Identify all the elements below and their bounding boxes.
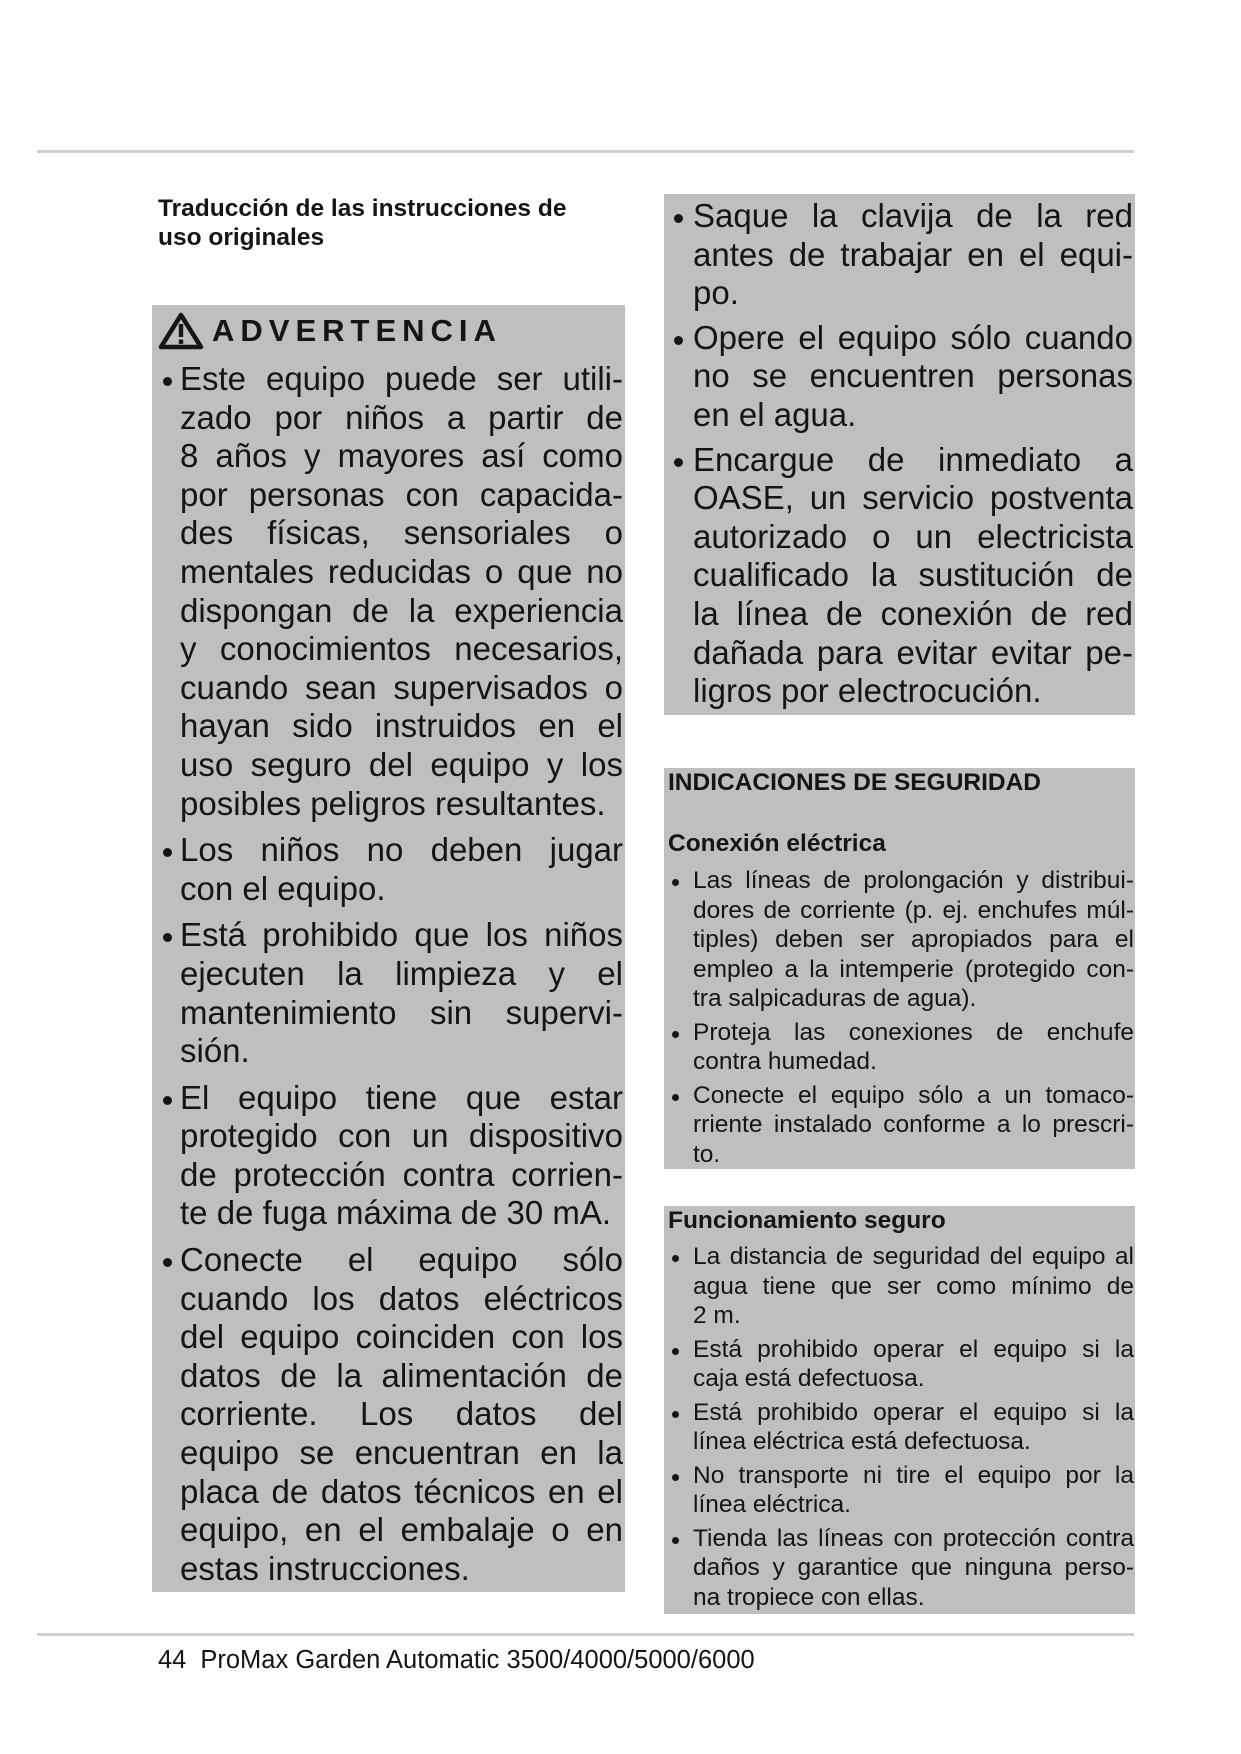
list-item [664, 319, 1135, 435]
text-line: No transporte ni tire el equipo por la [693, 1461, 1134, 1489]
bullet-icon [672, 1031, 679, 1038]
document-title-line: uso originales [158, 223, 325, 251]
text-line: en el agua. [693, 395, 857, 433]
text-line: Proteja las conexiones de enchufe [693, 1018, 1134, 1046]
text-line: rriente instalado conforme a lo prescri- [693, 1111, 1134, 1138]
text-line: tra salpicaduras de agua). [693, 985, 977, 1012]
text-line: te de fuga máxima de 30 mA. [180, 1194, 612, 1232]
notice-box [664, 194, 1135, 715]
text-line: 2 m. [693, 1302, 741, 1329]
text-line: con el equipo. [180, 869, 386, 907]
text-line: de protección contra corrien- [180, 1155, 623, 1193]
text-line: equipo se encuentran en la [180, 1434, 623, 1472]
text-line: to. [693, 1140, 721, 1168]
text-line: zado por niños a partir de [180, 398, 623, 436]
text-line: corriente. Los datos del [180, 1395, 623, 1433]
list-item [664, 1461, 1135, 1520]
text-line: OASE, un servicio postventa [693, 479, 1133, 517]
text-line: Está prohibido que los niños [180, 916, 623, 954]
text-line: tiples) deben ser apropiados para el [693, 926, 1134, 953]
bullet-icon [674, 214, 683, 223]
text-line: ligros por electrocución. [693, 672, 1042, 710]
text-line: Opere el equipo sólo cuando [693, 318, 1133, 356]
text-line: daños y garantice que ninguna perso- [693, 1554, 1134, 1581]
text-line: mantenimiento sin supervi- [180, 993, 623, 1031]
text-line: hayan sido instruidos en el [180, 707, 623, 745]
warning-title: ADVERTENCIA [212, 313, 502, 348]
text-line: caja está defectuosa. [693, 1365, 925, 1392]
text-line: no se encuentren personas [693, 357, 1133, 395]
bottom-rule [37, 1633, 1134, 1636]
list-item [664, 1018, 1135, 1077]
list-item [664, 197, 1135, 313]
text-line: po. [693, 274, 739, 312]
bullet-icon [674, 458, 683, 467]
list-item [152, 831, 625, 908]
text-line: línea eléctrica está defectuosa. [693, 1428, 1031, 1455]
text-line: Encargue de inmediato a [693, 440, 1133, 478]
text-line: dores de corriente (p. ej. enchufes múl- [693, 896, 1134, 924]
text-line: línea eléctrica. [693, 1491, 851, 1518]
text-line: Conecte el equipo sólo [180, 1241, 623, 1279]
text-line: empleo a la intemperie (protegido con- [693, 955, 1134, 983]
text-line: La distancia de seguridad del equipo al [693, 1243, 1134, 1270]
text-line: na tropiece con ellas. [693, 1583, 925, 1611]
list-item [664, 441, 1135, 711]
section-subheading: Funcionamiento seguro [668, 1207, 946, 1234]
section-heading: INDICACIONES DE SEGURIDAD [668, 769, 1041, 796]
text-line: uso seguro del equipo y los [180, 745, 623, 783]
bullet-icon [672, 1411, 679, 1418]
text-line: 8 años y mayores así como [180, 437, 623, 475]
text-line: Las líneas de prolongación y distribui- [693, 867, 1134, 894]
text-line: agua tiene que ser como mínimo de [693, 1272, 1134, 1300]
text-line: Conecte el equipo sólo a un tomaco- [693, 1081, 1134, 1109]
bullet-icon [672, 1094, 679, 1101]
text-line: por personas con capacida- [180, 475, 623, 513]
text-line: mentales reducidas o que no [180, 552, 623, 590]
safe-operation-list [664, 1242, 1135, 1612]
list-item [152, 1079, 625, 1233]
text-line: Los niños no deben jugar [180, 831, 623, 869]
list-item [664, 1398, 1135, 1457]
warning-box [152, 305, 625, 1592]
list-item [152, 1241, 625, 1588]
safety-indications-box [664, 768, 1135, 1169]
text-line: datos de la alimentación de [180, 1356, 623, 1394]
text-line: y conocimientos necesarios, [180, 630, 623, 668]
warning-triangle-icon [158, 312, 204, 350]
text-line: El equipo tiene que estar [180, 1078, 623, 1116]
page-footer [158, 1645, 755, 1675]
bullet-icon [672, 1537, 679, 1544]
bullet-icon [163, 377, 172, 386]
safe-operation-box [664, 1206, 1135, 1614]
text-line: protegido con un dispositivo [180, 1117, 623, 1155]
text-line: placa de datos técnicos en el [180, 1472, 623, 1510]
text-line: la línea de conexión de red [693, 594, 1133, 632]
notice-list [664, 197, 1135, 711]
section-subheading: Conexión eléctrica [668, 830, 886, 857]
bullet-icon [672, 1255, 679, 1262]
top-rule [37, 150, 1134, 153]
document-title-line: Traducción de las instrucciones de [158, 195, 567, 222]
text-line: des físicas, sensoriales o [180, 514, 623, 552]
list-item [152, 360, 625, 823]
text-line: estas instrucciones. [180, 1549, 470, 1587]
text-line: Este equipo puede ser utili- [180, 360, 623, 397]
text-line: cualificado la sustitución de [693, 556, 1133, 594]
text-line: Está prohibido operar el equipo si la [693, 1398, 1134, 1426]
list-item [664, 1524, 1135, 1613]
text-line: Saque la clavija de la red [693, 197, 1133, 234]
list-item [152, 916, 625, 1070]
document-title [158, 195, 588, 252]
text-line: cuando los datos eléctricos [180, 1279, 623, 1317]
list-item [664, 866, 1135, 1014]
bullet-icon [163, 848, 172, 857]
warning-list [152, 360, 625, 1588]
text-line: Tienda las líneas con protección contra [693, 1524, 1134, 1552]
bullet-icon [163, 1258, 172, 1267]
bullet-icon [672, 1474, 679, 1481]
text-line: contra humedad. [693, 1048, 877, 1075]
text-line: equipo, en el embalaje o en [180, 1511, 623, 1549]
text-line: dañada para evitar evitar pe- [693, 633, 1133, 671]
page-number: 44 [158, 1646, 187, 1674]
electrical-connection-list [664, 866, 1135, 1169]
text-line: autorizado o un electricista [693, 517, 1133, 555]
text-line: posibles peligros resultantes. [180, 784, 606, 822]
list-item [664, 1242, 1135, 1331]
bullet-icon [674, 336, 683, 345]
text-line: del equipo coinciden con los [180, 1318, 623, 1356]
list-item [664, 1335, 1135, 1394]
text-line: sión. [180, 1032, 250, 1070]
product-name: ProMax Garden Automatic 3500/4000/5000/6000 [200, 1646, 755, 1674]
text-line: ejecuten la limpieza y el [180, 954, 623, 992]
bullet-icon [672, 879, 679, 886]
text-line: cuando sean supervisados o [180, 668, 623, 706]
bullet-icon [672, 1348, 679, 1355]
text-line: Está prohibido operar el equipo si la [693, 1335, 1134, 1363]
text-line: antes de trabajar en el equi- [693, 235, 1133, 273]
bullet-icon [163, 1096, 172, 1105]
list-item [664, 1081, 1135, 1170]
bullet-icon [163, 933, 172, 942]
text-line: dispongan de la experiencia [180, 591, 623, 629]
